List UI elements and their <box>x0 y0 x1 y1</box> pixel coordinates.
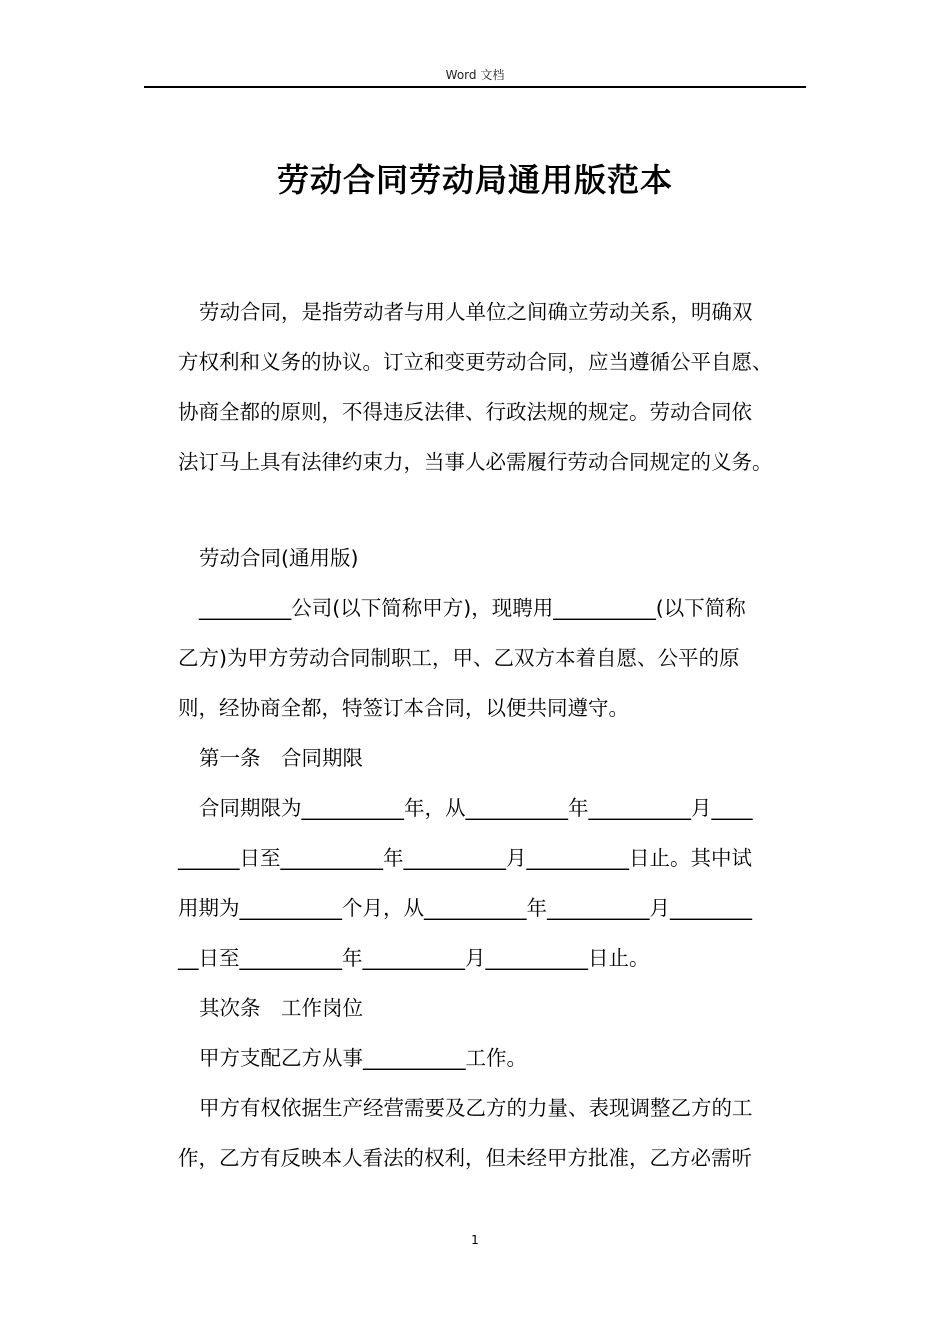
contract-body <box>178 533 803 1183</box>
contract-line: 作，乙方有反映本人看法的权利，但未经甲方批准，乙方必需听 <box>178 1146 752 1170</box>
intro-line: 方权利和义务的协议。订立和变更劳动合同，应当遵循公平自愿、 <box>178 350 773 374</box>
header-rule <box>144 86 806 88</box>
contract-line: 乙方)为甲方劳动合同制职工，甲、乙双方本着自愿、公平的原 <box>178 646 740 670</box>
intro-line: 协商全都的原则，不得违反法律、行政法规的规定。劳动合同依 <box>178 400 752 424</box>
contract-line: _________公司(以下简称甲方)，现聘用__________(以下简称 <box>199 596 746 620</box>
article-heading: 第一条 合同期限 <box>199 746 363 770</box>
contract-line: 甲方支配乙方从事__________工作。 <box>199 1046 527 1070</box>
contract-subtitle: 劳动合同(通用版) <box>199 546 359 570</box>
contract-line: 甲方有权依据生产经营需要及乙方的力量、表现调整乙方的工 <box>199 1096 753 1120</box>
contract-line: 用期为__________个月，从__________年__________月________ <box>178 896 752 920</box>
article-heading: 其次条 工作岗位 <box>199 996 363 1020</box>
intro-paragraph <box>178 287 803 487</box>
contract-line: 则，经协商全都，特签订本合同，以便共同遵守。 <box>178 696 629 720</box>
intro-line: 劳动合同，是指劳动者与用人单位之间确立劳动关系，明确双 <box>199 300 753 324</box>
page-number: 1 <box>471 1233 479 1247</box>
contract-line: 合同期限为__________年，从__________年__________月____ <box>199 796 753 820</box>
page-header: Word 文档 <box>445 68 505 82</box>
contract-line: ______日至__________年__________月__________日止。其中试 <box>178 846 752 870</box>
document-title: 劳动合同劳动局通用版范本 <box>276 161 673 199</box>
contract-line: __日至__________年__________月__________日止。 <box>178 946 650 970</box>
intro-line: 法订马上具有法律约束力，当事人必需履行劳动合同规定的义务。 <box>178 450 773 474</box>
